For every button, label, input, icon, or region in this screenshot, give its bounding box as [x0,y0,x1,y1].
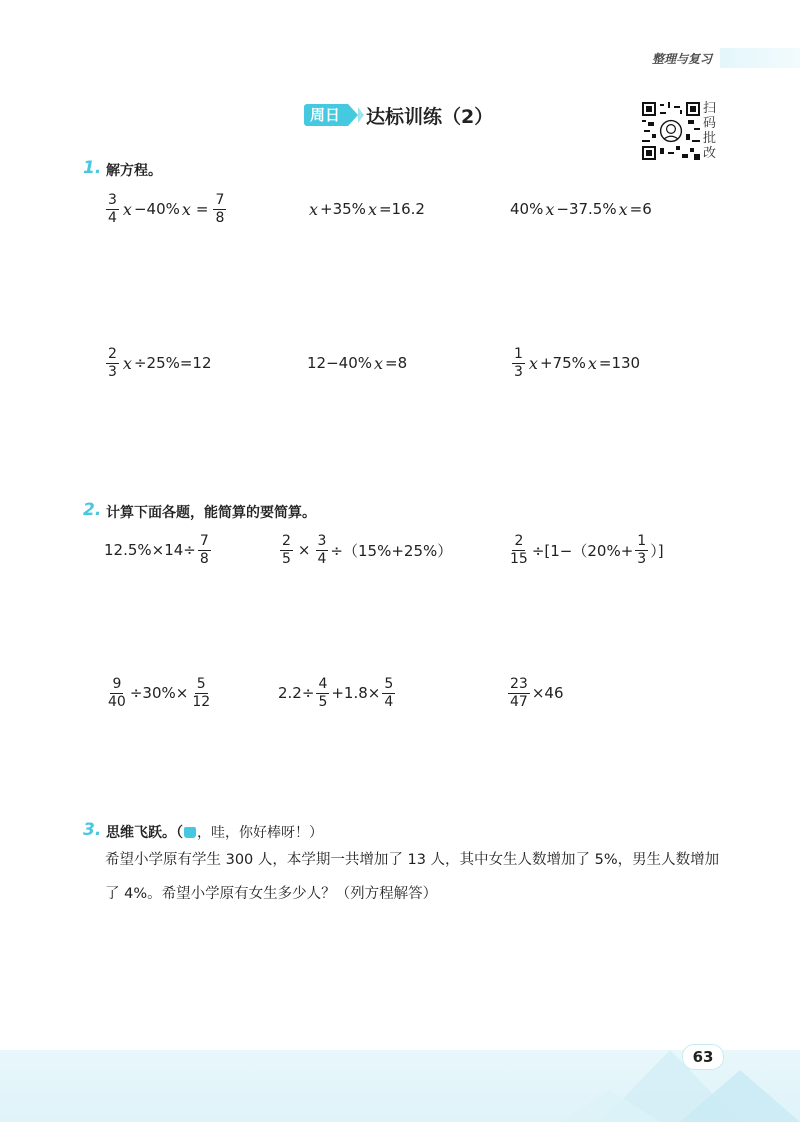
fraction: $\frac{9}{40}$ [108,675,126,710]
equation-6: $\frac{1}{3}$ x +75% x =130 [514,345,641,380]
fraction: $\frac{3}{4}$ [317,532,327,567]
question-2-title: 计算下面各题，能简算的要简算。 [106,505,316,521]
question-1-title: 解方程。 [106,163,162,179]
thumbs-up-icon [184,827,196,838]
equation-5: 12−40% x =8 [307,353,408,373]
fraction: $\frac{4}{5}$ [318,675,328,710]
header-band [720,48,800,68]
calculation-2: $\frac{2}{5}$ × $\frac{3}{4}$ ÷（15%+25%） [282,532,453,567]
calculation-1: 12.5%×14÷ $\frac{7}{8}$ [104,532,209,567]
calculation-3: $\frac{2}{15}$ ÷[1−（20%+ $\frac{1}{3}$ ）] [510,532,664,567]
question-1-number: 1. [83,158,102,178]
page-title: 达标训练（2） [366,106,494,128]
fraction: $\frac{1}{3}$ [514,345,523,380]
calculation-6: $\frac{23}{47}$ ×46 [510,675,564,710]
page-number: 63 [682,1044,724,1070]
equation-2: x +35% x =16.2 [309,199,425,219]
fraction: $\frac{3}{4}$ [108,191,117,226]
fraction: $\frac{1}{3}$ [637,532,647,567]
calculation-4: $\frac{9}{40}$ ÷30%× $\frac{5}{12}$ [108,675,211,710]
fraction: $\frac{5}{12}$ [192,675,211,710]
fraction: $\frac{7}{8}$ [199,532,209,567]
equation-1: $\frac{3}{4}$ x −40% x = $\frac{7}{8}$ [108,191,225,226]
scan-to-grade-label: 扫 码 批 改 [703,101,717,161]
footer-decoration [560,1040,800,1122]
fraction: $\frac{2}{5}$ [282,532,291,567]
day-tag: 周日 [304,104,348,126]
fraction: $\frac{5}{4}$ [384,675,394,710]
word-problem-text: 希望小学原有学生 300 人，本学期一共增加了 13 人，其中女生人数增加了 5%，男生人数增加了 4%。希望小学原有女生多少人？（列方程解答） [105,852,720,902]
calculation-5: 2.2÷ $\frac{4}{5}$ +1.8× $\frac{5}{4}$ [278,675,394,710]
question-3-title: 思维飞跃。（ ，哇，你好棒呀！） [106,825,323,841]
fraction: $\frac{23}{47}$ [510,675,528,710]
fraction: $\frac{7}{8}$ [215,191,225,226]
qr-code-icon[interactable] [642,102,700,160]
fraction: $\frac{2}{15}$ [510,532,528,567]
fraction: $\frac{2}{3}$ [108,345,117,380]
equation-4: $\frac{2}{3}$ x ÷25%=12 [108,345,212,380]
question-3-number: 3. [83,820,102,840]
question-2-number: 2. [83,500,102,520]
chapter-label: 整理与复习 [651,52,712,66]
equation-3: 40% x −37.5% x =6 [510,199,652,219]
